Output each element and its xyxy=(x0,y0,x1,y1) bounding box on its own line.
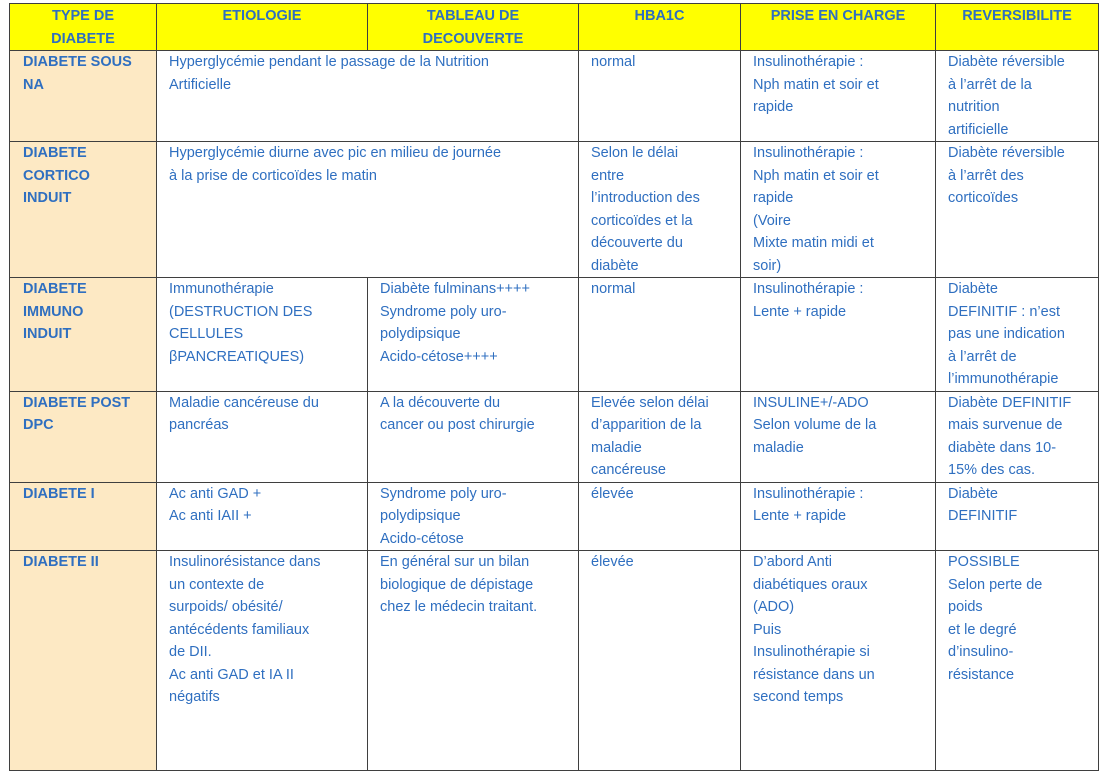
table-row xyxy=(10,278,1099,392)
cell-etiologie-tableau: Hyperglycémie diurne avec pic en milieu de journée à la prise de corticoïdes le matin xyxy=(157,142,579,278)
cell-hba1c: élevée xyxy=(579,482,741,551)
cell-hba1c: normal xyxy=(579,51,741,142)
cell-type: DIABETE IMMUNO INDUIT xyxy=(10,278,157,392)
cell-type: DIABETE SOUS NA xyxy=(10,51,157,142)
cell-reversibilite: POSSIBLE Selon perte de poids et le degré d’insulino- résistance xyxy=(936,551,1099,771)
table-row xyxy=(10,51,1099,142)
cell-prise-en-charge: INSULINE+/-ADO Selon volume de la maladie xyxy=(741,391,936,482)
cell-prise-en-charge: Insulinothérapie : Nph matin et soir et rapide (Voire Mixte matin midi et soir) xyxy=(741,142,936,278)
cell-prise-en-charge: Insulinothérapie : Lente + rapide xyxy=(741,482,936,551)
cell-reversibilite: Diabète DEFINITIF mais survenue de diabète dans 10- 15% des cas. xyxy=(936,391,1099,482)
header-hba1c: HBA1C xyxy=(579,4,741,51)
cell-prise-en-charge: D’abord Anti diabétiques oraux (ADO) Puis Insulinothérapie si résistance dans un second temps xyxy=(741,551,936,771)
table-row xyxy=(10,391,1099,482)
cell-hba1c: Elevée selon délai d’apparition de la maladie cancéreuse xyxy=(579,391,741,482)
cell-type: DIABETE II xyxy=(10,551,157,771)
table-row xyxy=(10,142,1099,278)
cell-reversibilite: Diabète DEFINITIF : n’est pas une indication à l’arrêt de l’immunothérapie xyxy=(936,278,1099,392)
cell-etiologie-tableau: Hyperglycémie pendant le passage de la Nutrition Artificielle xyxy=(157,51,579,142)
cell-hba1c: élevée xyxy=(579,551,741,771)
header-tableau: TABLEAU DE DECOUVERTE xyxy=(368,4,579,51)
cell-tableau: A la découverte du cancer ou post chirurgie xyxy=(368,391,579,482)
header-reversibilite: REVERSIBILITE xyxy=(936,4,1099,51)
header-type: TYPE DE DIABETE xyxy=(10,4,157,51)
header-prise-en-charge: PRISE EN CHARGE xyxy=(741,4,936,51)
table-row xyxy=(10,482,1099,551)
cell-prise-en-charge: Insulinothérapie : Nph matin et soir et rapide xyxy=(741,51,936,142)
table-row xyxy=(10,551,1099,771)
cell-tableau: Diabète fulminans++++ Syndrome poly uro- polydipsique Acido-cétose++++ xyxy=(368,278,579,392)
cell-hba1c: normal xyxy=(579,278,741,392)
diabetes-table xyxy=(9,3,1099,771)
cell-etiologie: Immunothérapie (DESTRUCTION DES CELLULES βPANCREATIQUES) xyxy=(157,278,368,392)
cell-prise-en-charge: Insulinothérapie : Lente + rapide xyxy=(741,278,936,392)
cell-tableau: En général sur un bilan biologique de dépistage chez le médecin traitant. xyxy=(368,551,579,771)
cell-etiologie: Insulinorésistance dans un contexte de surpoids/ obésité/ antécédents familiaux de DII. Ac anti GAD et IA II négatifs xyxy=(157,551,368,771)
cell-type: DIABETE I xyxy=(10,482,157,551)
cell-hba1c: Selon le délai entre l’introduction des corticoïdes et la découverte du diabète xyxy=(579,142,741,278)
header-row xyxy=(10,4,1099,51)
cell-type: DIABETE CORTICO INDUIT xyxy=(10,142,157,278)
cell-tableau: Syndrome poly uro- polydipsique Acido-cétose xyxy=(368,482,579,551)
cell-reversibilite: Diabète réversible à l’arrêt de la nutrition artificielle xyxy=(936,51,1099,142)
cell-type: DIABETE POST DPC xyxy=(10,391,157,482)
cell-reversibilite: Diabète réversible à l’arrêt des corticoïdes xyxy=(936,142,1099,278)
cell-etiologie: Ac anti GAD + Ac anti IAII + xyxy=(157,482,368,551)
cell-etiologie: Maladie cancéreuse du pancréas xyxy=(157,391,368,482)
cell-reversibilite: Diabète DEFINITIF xyxy=(936,482,1099,551)
header-etiologie: ETIOLOGIE xyxy=(157,4,368,51)
